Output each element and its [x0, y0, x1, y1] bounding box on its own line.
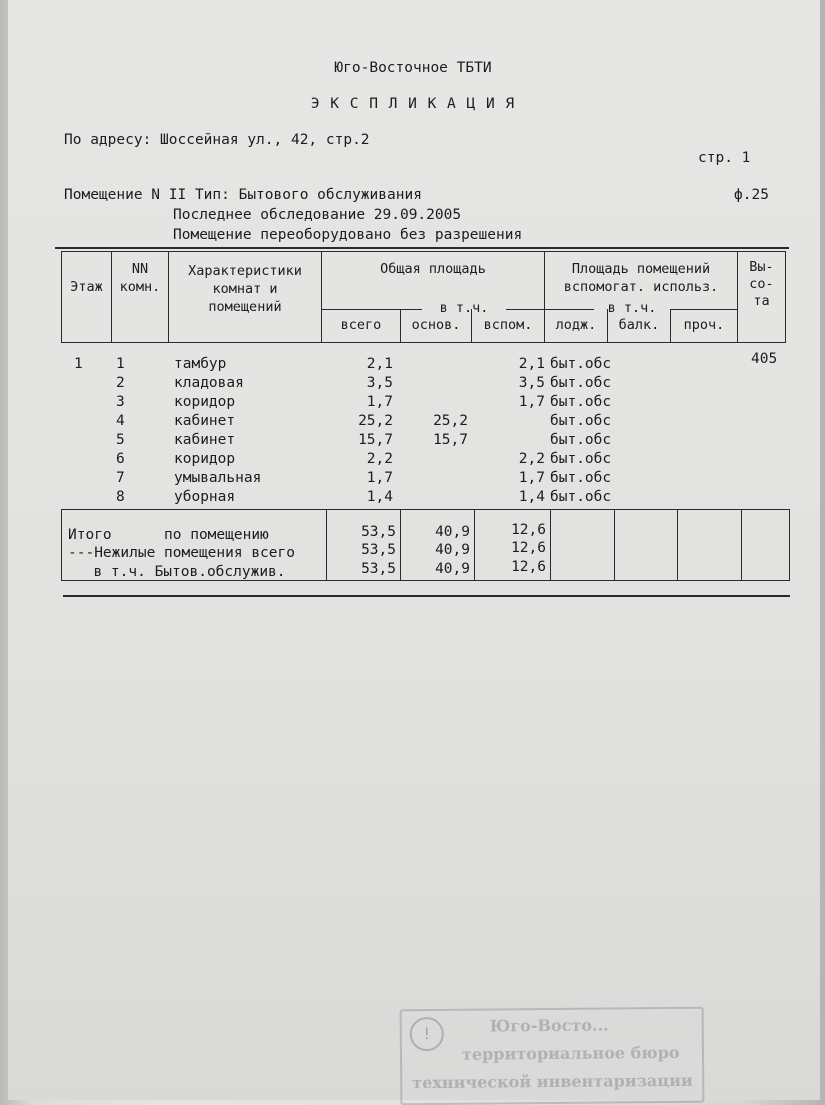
totals-label: Итого по помещению	[68, 527, 269, 543]
address-line: По адресу: Шоссейная ул., 42, стр.2	[64, 132, 370, 148]
row-name: кладовая	[174, 375, 244, 391]
row-total-area: 2,1	[366, 356, 393, 372]
row-use: быт.обс	[550, 394, 612, 410]
row-use: быт.обс	[550, 413, 612, 429]
row-aux-area: 1,4	[518, 489, 545, 505]
row-name: коридор	[174, 451, 236, 467]
col-loggia-header: лодж.	[555, 317, 597, 333]
row-number: 4	[116, 413, 125, 429]
totals-total-area: 53,5	[361, 561, 396, 577]
totals-aux-area: 12,6	[511, 522, 546, 538]
row-total-area: 1,7	[366, 470, 393, 486]
col-floor-header: Этаж	[70, 279, 103, 295]
col-vsego-header: всего	[340, 317, 382, 333]
row-main-area: 15,7	[433, 432, 468, 448]
row-aux-area: 2,2	[518, 451, 545, 467]
form-number: ф.25	[734, 187, 769, 203]
stamp-emblem-icon: !	[410, 1017, 444, 1051]
row-number: 6	[116, 451, 125, 467]
reequipment-note: Помещение переоборудовано без разрешения	[173, 227, 523, 243]
row-floor: 1	[74, 356, 83, 372]
premises-line: Помещение N II Тип: Бытового обслуживания	[64, 187, 422, 203]
row-name: тамбур	[174, 356, 227, 372]
row-aux-area: 2,1	[518, 356, 545, 372]
col-char-header-1: Характеристики	[188, 263, 302, 279]
row-aux-area: 1,7	[518, 394, 545, 410]
totals-main-area: 40,9	[435, 524, 470, 540]
col-aux-incl-header: в т.ч.	[607, 300, 657, 316]
row-number: 3	[116, 394, 125, 410]
col-height-header-2: со-	[749, 276, 774, 292]
row-use: быт.обс	[550, 489, 612, 505]
row-name: кабинет	[174, 432, 236, 448]
document-title: Э К С П Л И К А Ц И Я	[310, 96, 516, 112]
row-name: умывальная	[174, 470, 262, 486]
row-number: 2	[116, 375, 125, 391]
organization-name: Юго-Восточное ТБТИ	[334, 60, 492, 76]
row-use: быт.обс	[550, 356, 612, 372]
row-height: 405	[751, 351, 778, 367]
row-name: уборная	[174, 489, 236, 505]
row-aux-area: 1,7	[518, 470, 545, 486]
row-number: 8	[116, 489, 125, 505]
row-name: коридор	[174, 394, 236, 410]
col-vspom-header: вспом.	[483, 317, 533, 333]
col-other-header: проч.	[683, 317, 725, 333]
totals-main-area: 40,9	[435, 542, 470, 558]
col-height-header-3: та	[753, 293, 770, 309]
col-incl-header: в т.ч.	[439, 300, 489, 316]
row-use: быт.обс	[550, 451, 612, 467]
stamp-line-3: технической инвентаризации	[412, 1070, 693, 1093]
col-total-area-header: Общая площадь	[380, 261, 486, 277]
col-char-header-3: помещений	[208, 299, 282, 315]
row-use: быт.обс	[550, 375, 612, 391]
page-number: стр. 1	[698, 150, 751, 166]
row-total-area: 15,7	[358, 432, 393, 448]
row-name: кабинет	[174, 413, 236, 429]
row-total-area: 3,5	[366, 375, 393, 391]
row-number: 1	[116, 356, 125, 372]
stamp-line-2: территориальное бюро	[461, 1042, 680, 1064]
survey-date-line: Последнее обследование 29.09.2005	[173, 207, 462, 223]
row-total-area: 1,4	[366, 489, 393, 505]
row-number: 7	[116, 470, 125, 486]
totals-label: ---Нежилые помещения всего	[68, 545, 295, 561]
row-main-area: 25,2	[433, 413, 468, 429]
document-sheet	[8, 0, 820, 1100]
row-use: быт.обс	[550, 432, 612, 448]
totals-total-area: 53,5	[361, 524, 396, 540]
col-char-header-2: комнат и	[212, 281, 278, 297]
row-number: 5	[116, 432, 125, 448]
col-room-header: комн.	[119, 279, 161, 295]
col-aux-header-2: вспомогат. использ.	[563, 279, 719, 295]
totals-label: в т.ч. Бытов.обслужив.	[76, 564, 286, 580]
office-stamp	[400, 1007, 705, 1105]
row-total-area: 25,2	[358, 413, 393, 429]
col-height-header-1: Вы-	[749, 259, 774, 275]
totals-total-area: 53,5	[361, 542, 396, 558]
col-aux-header-1: Площадь помещений	[571, 261, 711, 277]
totals-aux-area: 12,6	[511, 540, 546, 556]
col-balcony-header: балк.	[618, 317, 660, 333]
totals-aux-area: 12,6	[511, 559, 546, 575]
col-nn-header: NN	[131, 261, 149, 277]
col-osnov-header: основ.	[411, 317, 461, 333]
stamp-line-1: Юго-Восто...	[489, 1015, 609, 1036]
row-aux-area: 3,5	[518, 375, 545, 391]
row-total-area: 1,7	[366, 394, 393, 410]
row-use: быт.обс	[550, 470, 612, 486]
totals-main-area: 40,9	[435, 561, 470, 577]
row-total-area: 2,2	[366, 451, 393, 467]
